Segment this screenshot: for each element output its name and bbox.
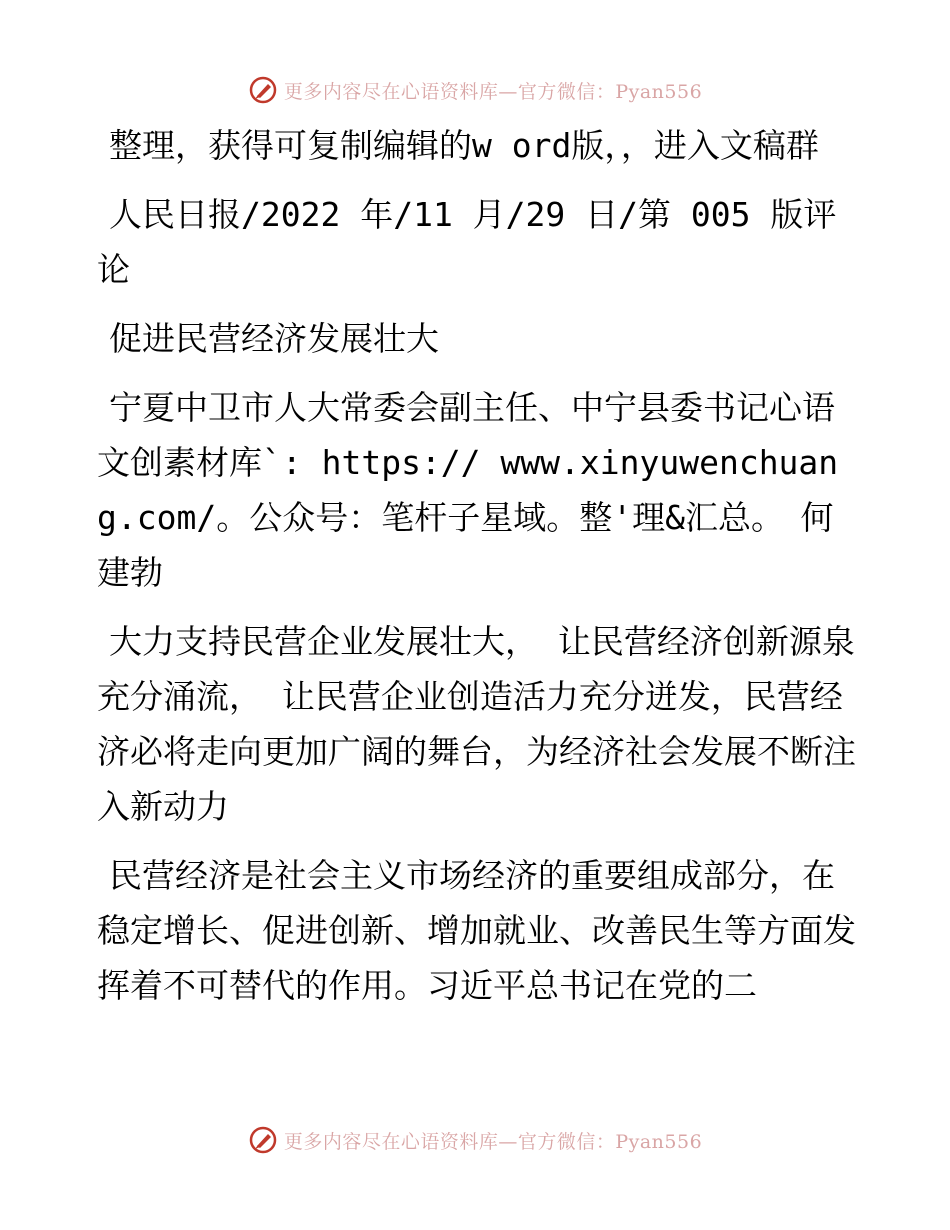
source-line: 人民日报/2022 年/11 月/29 日/第 005 版评论 xyxy=(97,195,837,289)
banner-text: 更多内容尽在心语资料库—官方微信：Pyan556 xyxy=(283,80,703,103)
author-line: 宁夏中卫市人大常委会副主任、中宁县委书记心语文创素材库`: https:// www.xinyuwenchuang.com/。公众号：笔杆子星域。整'理&汇总。 何建勃 xyxy=(97,388,839,592)
intro-line: 整理，获得可复制编辑的w ord版，，进入文稿群 xyxy=(109,126,819,165)
body-paragraph-1: 大力支持民营企业发展壮大， 让民营经济创新源泉充分涌流， 让民营企业创造活力充分迸发，民营经济必将走向更加广阔的舞台，为经济社会发展不断注入新动力 xyxy=(97,622,856,826)
article-title: 促进民营经济发展壮大 xyxy=(109,319,439,358)
header-banner xyxy=(0,70,950,110)
body-paragraph-2: 民营经济是社会主义市场经济的重要组成部分，在稳定增长、促进创新、增加就业、改善民生等方面发挥着不可替代的作用。习近平总书记在党的二 xyxy=(97,856,856,1005)
banner-text: 更多内容尽在心语资料库—官方微信：Pyan556 xyxy=(283,1130,703,1153)
pen-logo-icon xyxy=(248,75,278,105)
document-body xyxy=(97,118,857,1027)
footer-banner xyxy=(0,1120,950,1160)
pen-logo-icon xyxy=(248,1125,278,1155)
